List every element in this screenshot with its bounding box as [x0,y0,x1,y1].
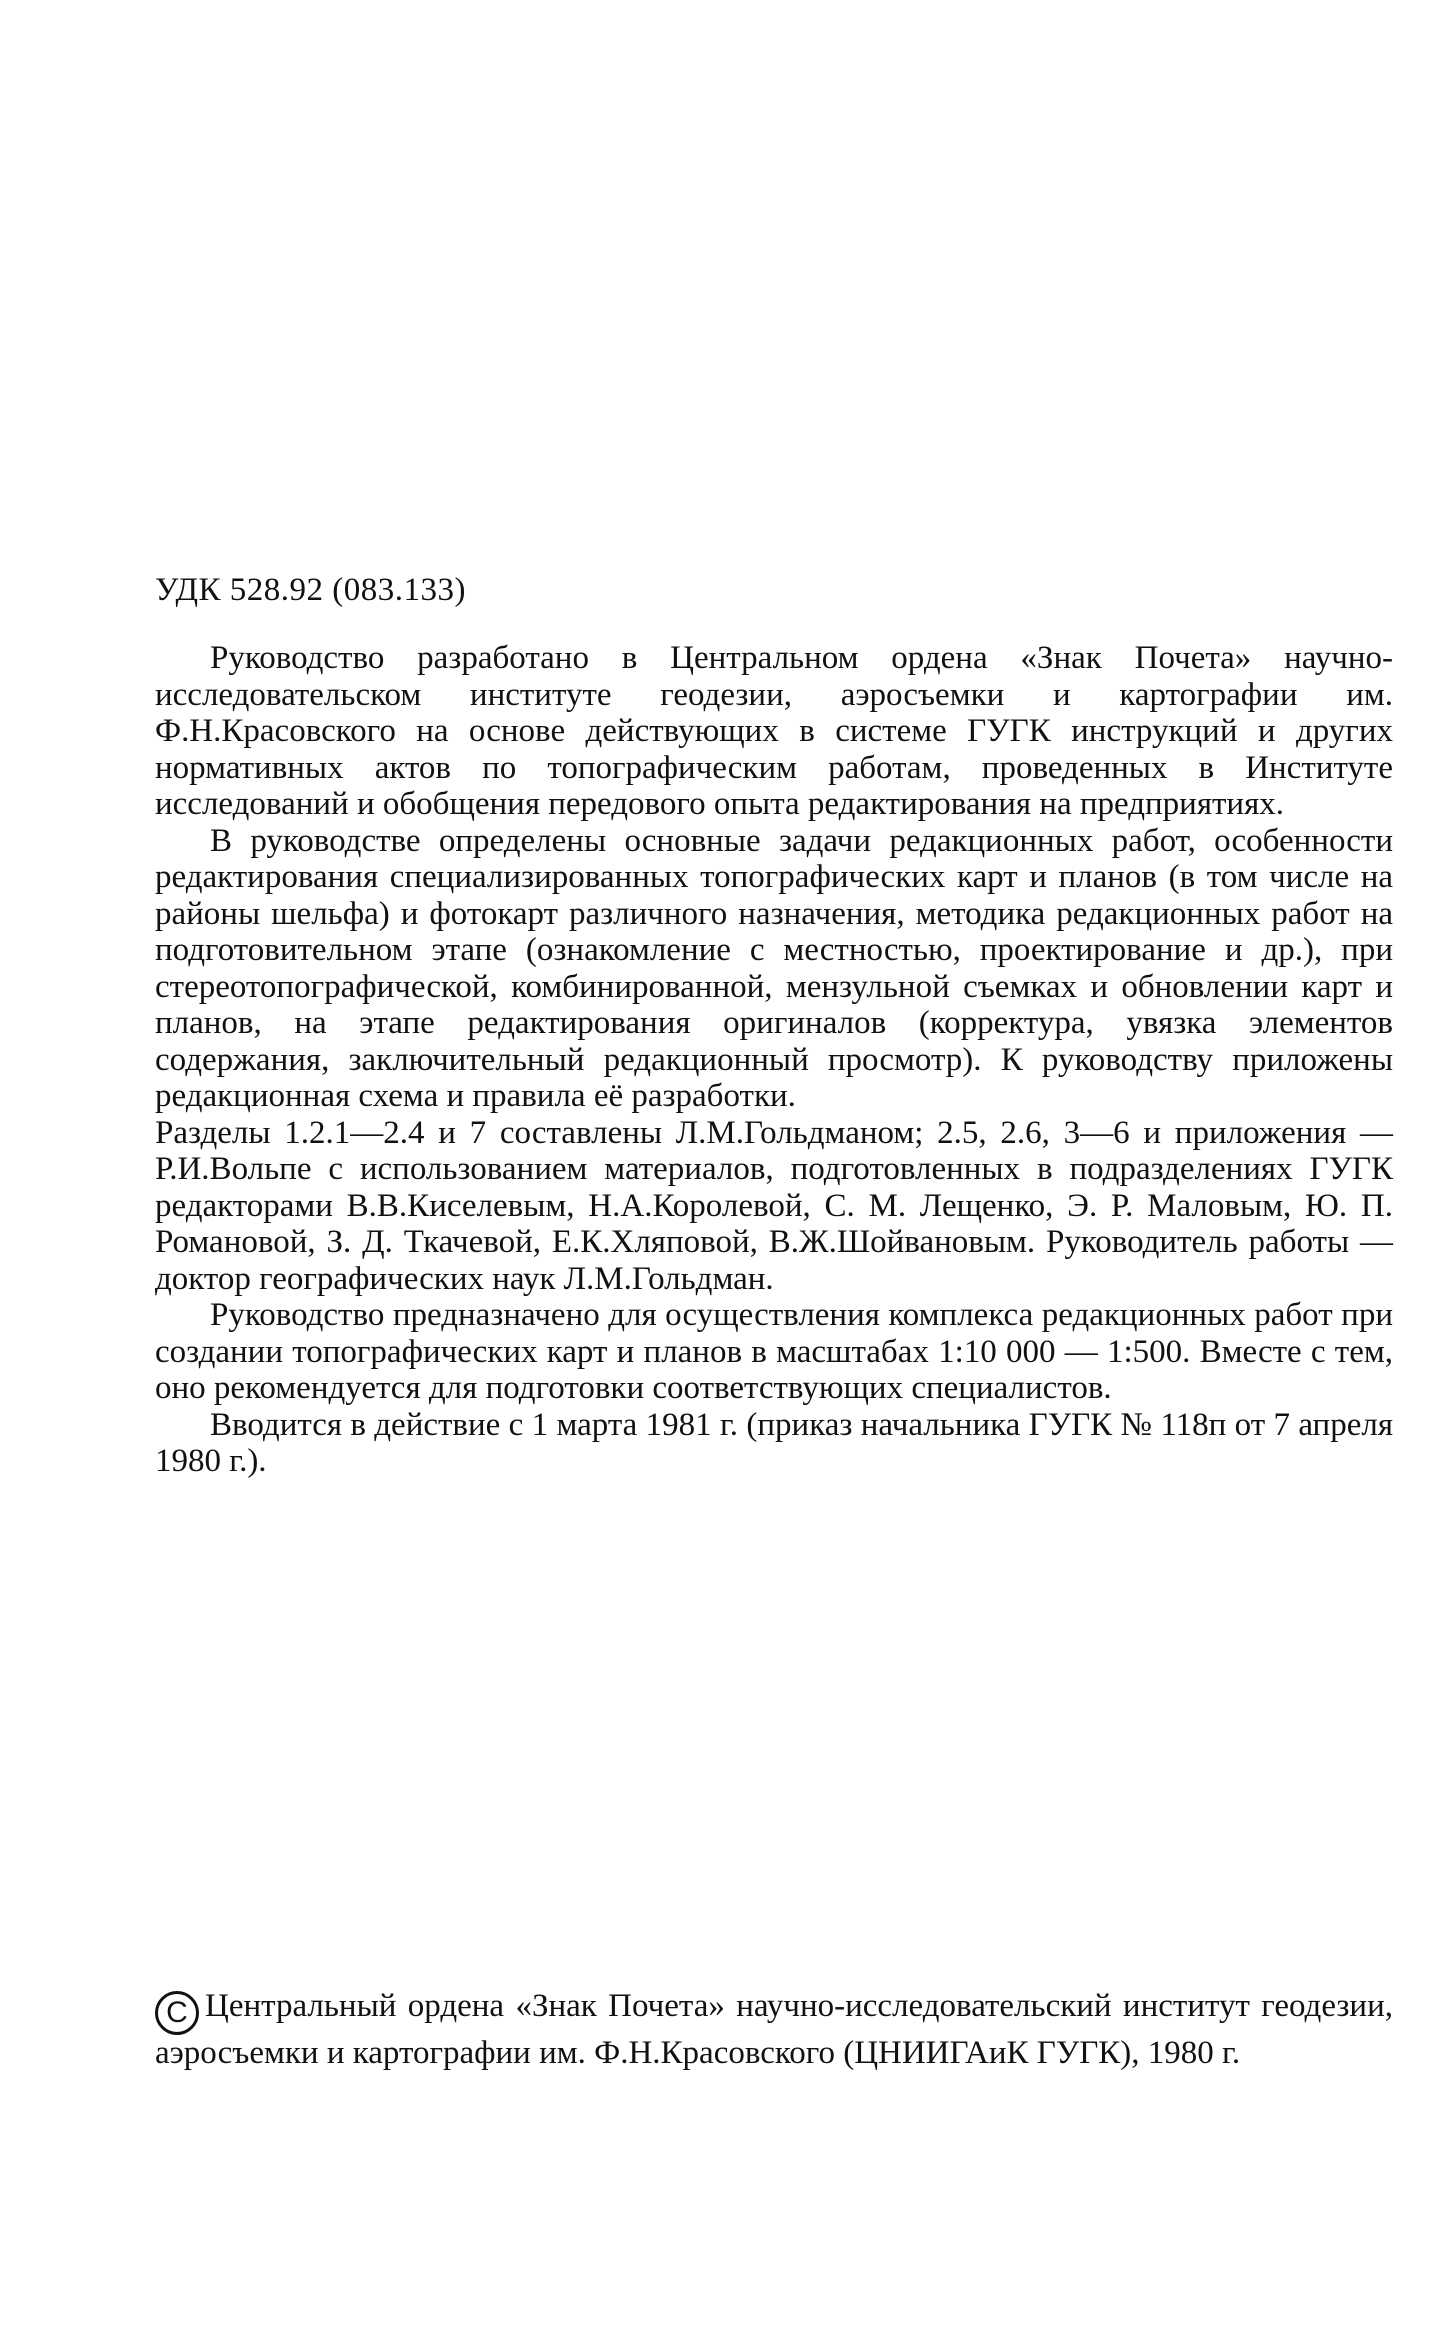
annotation-block [155,640,1393,1480]
paragraph-contents: В руководстве определены основные задачи редакционных работ, особенности редактирования специализированных топографических карт и планов (в том числе на районы шельфа) и фотокарт различного назначения, методика редакционных работ на подготовительном этапе (ознакомление с местностью, проектирование и др.), при стереотопографической, комбинированной, мензульной съемках и обновлении карт и планов, на этапе редактирования оригиналов (корректура, увязка элементов содержания, заключительный редакционный просмотр). К руководству приложены редакционная схема и правила её разработки. [155,822,1393,1114]
copyright-icon: C [155,1991,199,2035]
paragraph-effective-date: Вводится в действие с 1 марта 1981 г. (приказ начальника ГУГК № 118п от 7 апреля 1980 г.). [155,1406,1393,1479]
udc-code: УДК 528.92 (083.133) [155,572,467,608]
copyright-text: Центральный ордена «Знак Почета» научно-исследовательский институт геодезии, аэросъемки и картографии им. Ф.Н.Красовского (ЦНИИГАиК ГУГК), 1980 г. [155,1988,1393,2071]
paragraph-purpose: Руководство предназначено для осуществления комплекса редакционных работ при создании топографических карт и планов в масштабах 1:10 000 — 1:500. Вместе с тем, оно рекомендуется для подготовки соответствующих специалистов. [155,1297,1393,1406]
paragraph-development: Руководство разработано в Центральном ордена «Знак Почета» научно-исследовательском институте геодезии, аэросъемки и картографии им. Ф.Н.Красовского на основе действующих в системе ГУГК инструкций и других нормативных актов по топографическим работам, проведенных в Институте исследований и обобщения передового опыта редактирования на предприятиях. [155,640,1393,822]
paragraph-authors: Разделы 1.2.1—2.4 и 7 составлены Л.М.Гольдманом; 2.5, 2.6, 3—6 и приложения — Р.И.Вольпе с использованием материалов, подготовленных в подразделениях ГУГК редакторами В.В.Киселевым, Н.А.Королевой, С. М. Лещенко, Э. Р. Маловым, Ю. П. Романовой, З. Д. Ткачевой, Е.К.Хляповой, В.Ж.Шойвановым. Руководитель работы — доктор географических наук Л.М.Гольдман. [155,1114,1393,1297]
copyright-notice [155,1988,1393,2072]
